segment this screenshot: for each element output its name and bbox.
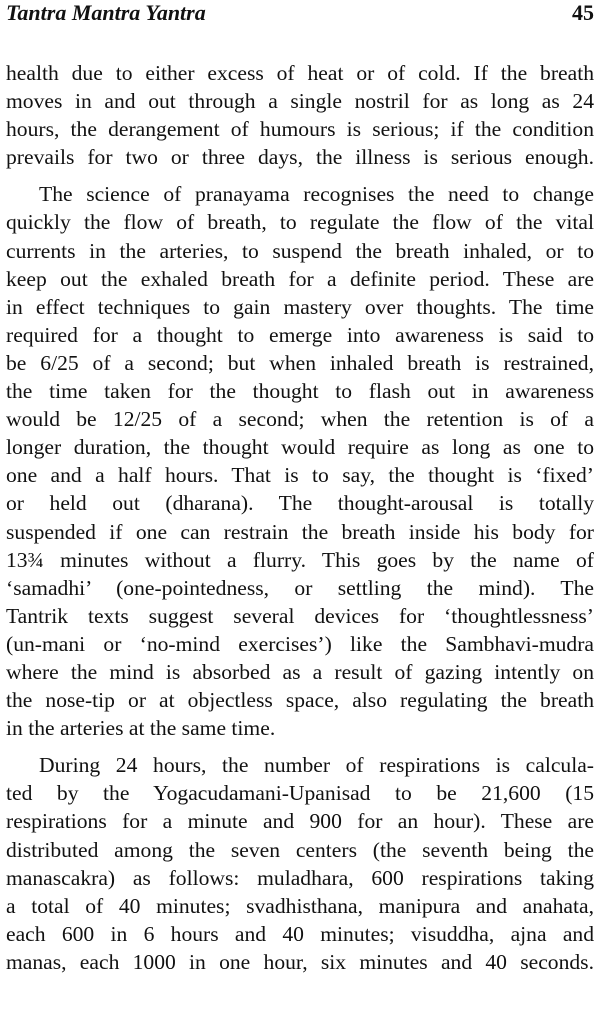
running-title: Tantra Mantra Yantra	[6, 0, 206, 25]
text-line: manas, each 1000 in one hour, six minutes and 40 seconds.	[6, 949, 594, 974]
text-line: manascakra) as follows: muladhara, 600 respirations taking	[6, 865, 594, 890]
text-line: a total of 40 minutes; svadhisthana, manipura and anahata,	[6, 893, 594, 918]
text-line: moves in and out through a single nostril for as long as 24	[6, 89, 594, 114]
text-line: distributed among the seven centers (the seventh being the	[6, 837, 594, 862]
text-line: currents in the arteries, to suspend the breath inhaled, or to	[6, 238, 594, 263]
paragraph-2	[6, 180, 594, 742]
text-line: required for a thought to emerge into awareness is said to	[6, 322, 594, 347]
text-line: ted by the Yogacudamani-Upanisad to be 21,600 (15	[6, 781, 594, 806]
text-line: prevails for two or three days, the illness is serious enough.	[6, 145, 594, 170]
text-line: health due to either excess of heat or of cold. If the breath	[6, 61, 594, 85]
text-line: suspended if one can restrain the breath inside his body for	[6, 519, 594, 544]
page-body	[6, 59, 594, 976]
text-line: the time taken for the thought to flash out in awareness	[6, 379, 594, 404]
text-line: one and a half hours. That is to say, the thought is ‘fixed’	[6, 463, 594, 488]
text-line: Tantrik texts suggest several devices for ‘thoughtlessness’	[6, 603, 594, 628]
text-line: ‘samadhi’ (one-pointedness, or settling the mind). The	[6, 575, 594, 600]
text-line: hours, the derangement of humours is serious; if the condition	[6, 117, 594, 142]
paragraph-1	[6, 59, 594, 171]
text-line: The science of pranayama recognises the need to change	[39, 182, 594, 207]
text-line: quickly the flow of breath, to regulate the flow of the vital	[6, 210, 594, 235]
text-line: in effect techniques to gain mastery over thoughts. The time	[6, 294, 594, 319]
paragraph-3	[6, 751, 594, 976]
text-line: keep out the exhaled breath for a definite period. These are	[6, 266, 594, 291]
text-line: (un-mani or ‘no-mind exercises’) like the Sambhavi-mudra	[6, 631, 594, 656]
text-line: longer duration, the thought would require as long as one to	[6, 435, 594, 460]
text-line: be 6/25 of a second; but when inhaled breath is restrained,	[6, 350, 594, 375]
text-line: the nose-tip or at objectless space, also regulating the breath	[6, 688, 594, 713]
text-line: where the mind is absorbed as a result of gazing intently on	[6, 659, 594, 684]
page-number: 45	[572, 0, 594, 25]
text-line: or held out (dharana). The thought-arousal is totally	[6, 491, 594, 516]
text-line: respirations for a minute and 900 for an hour). These are	[6, 809, 594, 834]
text-line: 13¾ minutes without a flurry. This goes by the name of	[6, 547, 594, 572]
text-line: During 24 hours, the number of respirations is calcula-	[39, 753, 594, 778]
text-line: would be 12/25 of a second; when the retention is of a	[6, 407, 594, 432]
text-line: each 600 in 6 hours and 40 minutes; visuddha, ajna and	[6, 921, 594, 946]
text-line: in the arteries at the same time.	[6, 716, 276, 741]
